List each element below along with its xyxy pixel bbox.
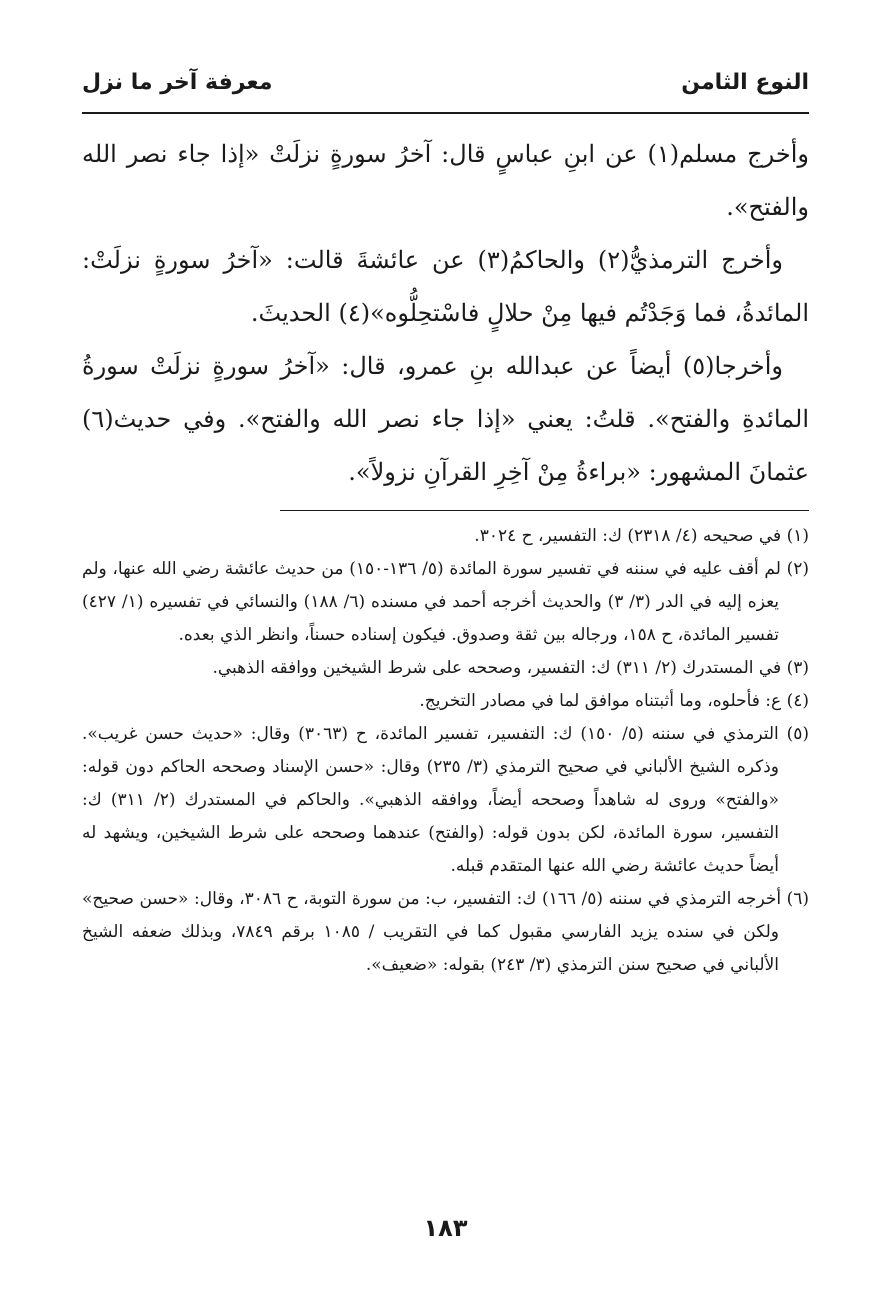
footnote: (١) في صحيحه (٤/ ٢٣١٨) ك: التفسير، ح ٣٠٢٤.	[474, 526, 809, 546]
header-divider	[82, 112, 809, 114]
footnotes	[82, 520, 809, 982]
footnote: (٢) لم أقف عليه في سننه في تفسير سورة المائدة (٥/ ١٣٦-١٥٠) من حديث عائشة رضي الله عنها، ولم يعزه إليه في الدر (٣/ ٣) والحديث أخرجه أحمد في مسنده (٦/ ١٨٨) والنسائي في تفسيره (١/ ٤٢٧) تفسير المائدة، ح ١٥٨، ورجاله بين ثقة وصدوق. فيكون إسناده حسناً، وانظر الذي بعده.	[82, 559, 810, 645]
footnote: (٦) أخرجه الترمذي في سننه (٥/ ١٦٦) ك: التفسير، ب: من سورة التوبة، ح ٣٠٨٦، وقال: «حسن صحيح» ولكن في سنده يزيد الفارسي مقبول كما في التقريب / ١٠٨٥ برقم ٧٨٤٩، وبذلك ضعفه الشيخ الألباني في صحيح سنن الترمذي (٣/ ٢٤٣) بقوله: «ضعيف».	[82, 889, 809, 975]
footnote: (٥) الترمذي في سننه (٥/ ١٥٠) ك: التفسير، تفسير المائدة، ح (٣٠٦٣) وقال: «حديث حسن غريب». وذكره الشيخ الألباني في صحيح الترمذي (٣/ ٢٣٥) وقال: «حسن الإسناد وصححه الحاكم دون قوله: «والفتح» وروى له شاهداً وصححه أيضاً، ووافقه الذهبي». والحاكم في المستدرك (٢/ ٣١١) ك: التفسير، سورة المائدة، لكن بدون قوله: (والفتح) عندهما وصححه على شرط الشيخين، ويشهد له أيضاً حديث عائشة رضي الله عنها المتقدم قبله.	[82, 724, 810, 876]
section-title: معرفة آخر ما نزل	[82, 69, 273, 95]
paragraph: وأخرجا(٥) أيضاً عن عبدالله بنِ عمرو، قال: «آخرُ سورةٍ نزلَتْ سورةُ المائدةِ والفتح». قلتُ: يعني «إذا جاء نصر الله والفتح». وفي حديث(٦) عثمانَ المشهور: «براءةُ مِنْ آخِرِ القرآنِ نزولاً».	[82, 352, 809, 486]
main-text	[82, 128, 809, 499]
page-number: ١٨٣	[423, 1214, 468, 1242]
footnote: (٣) في المستدرك (٢/ ٣١١) ك: التفسير، وصححه على شرط الشيخين ووافقه الذهبي.	[212, 658, 809, 678]
footnote: (٤) ع: فأحلوه، وما أثبتناه موافق لما في مصادر التخريج.	[419, 691, 809, 711]
footnote-divider	[280, 510, 809, 511]
chapter-title: النوع الثامن	[681, 69, 809, 95]
paragraph: وأخرج الترمذيُّ(٢) والحاكمُ(٣) عن عائشةَ قالت: «آخرُ سورةٍ نزلَتْ: المائدةُ، فما وَجَدْتُم فيها مِنْ حلالٍ فاسْتحِلُّوه»(٤) الحديثَ.	[82, 246, 809, 327]
running-header	[82, 60, 809, 104]
paragraph: وأخرج مسلم(١) عن ابنِ عباسٍ قال: آخرُ سورةٍ نزلَتْ «إذا جاء نصر الله والفتح».	[82, 140, 809, 221]
